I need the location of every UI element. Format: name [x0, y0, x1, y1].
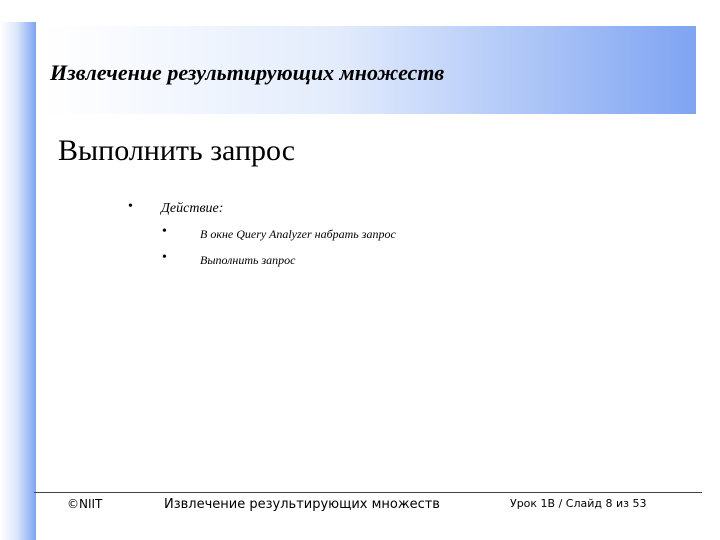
slide-title: Извлечение результирующих множеств — [50, 60, 445, 85]
slide-heading: Выполнить запрос — [58, 134, 296, 167]
sub-bullet-marker: • — [162, 224, 167, 239]
footer-divider — [34, 492, 702, 493]
left-accent-bar — [0, 22, 36, 540]
footer-page-number: Урок 1B / Слайд 8 из 53 — [510, 497, 647, 510]
sub-bullet-marker: • — [162, 250, 167, 265]
bullet-action: Действие: — [161, 201, 224, 216]
footer-course-title: Извлечение результирующих множеств — [164, 497, 440, 512]
bullet-marker: • — [128, 199, 133, 214]
sub-bullet-2: Выполнить запрос — [200, 253, 296, 267]
footer-copyright: ©NIIT — [67, 497, 103, 511]
sub-bullet-1: В окне Query Analyzer набрать запрос — [200, 227, 396, 241]
